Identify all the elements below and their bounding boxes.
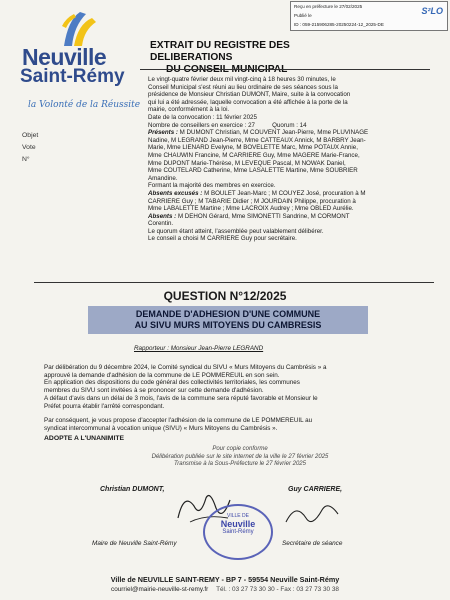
excuses-label: Absents excusés : <box>148 189 203 197</box>
copy-line: Transmise à la Sous-Préfecture le 27 février 2025 <box>174 461 306 467</box>
para1-line: En application des dispositions du code général des collectivités territoriales, les communes <box>44 379 300 387</box>
intro-line: Le vingt-quatre février deux mil vingt-cinq à 18 heures 30 minutes, le <box>148 76 336 83</box>
intro-line: mairie, conformément à la loi. <box>148 106 230 114</box>
absents-line: M DEHON Gérard, Mme SIMONETTI Sandrine, M CORMONT <box>177 212 350 220</box>
header-divider <box>140 69 430 70</box>
intro-line: Date de la convocation : 11 février 2025 <box>148 113 257 121</box>
intro-line: qui lui a été adressée, laquelle convocation a été affichée à la porte de la <box>148 98 348 106</box>
logo-line2: Saint-Rémy <box>20 66 125 87</box>
footer-address: Ville de NEUVILLE SAINT-REMY - BP 7 - 59554 Neuville Saint-Rémy <box>110 575 340 584</box>
rapporteur: Rapporteur : Monsieur Jean-Pierre LEGRAND <box>134 345 264 352</box>
presents-line: Mme DUPONT Marie-Thérèse, M LEVEQUE Pascal, M NOWAK Daniel, <box>148 159 346 167</box>
secretary-text: Le conseil a choisi M CARRIERE Guy pour secrétaire. <box>148 235 297 243</box>
subject-line2: AU SIVU MURS MITOYENS DU CAMBRESIS <box>134 320 322 330</box>
secretary-signature-icon <box>282 496 342 532</box>
stamp-line2: Publié le <box>294 13 312 18</box>
copy-line: Pour copie conforme <box>212 446 268 452</box>
para2-line: syndicat intercommunal à vocation unique (SIVU) « Murs Mitoyens du Cambrésis ». <box>44 424 278 432</box>
intro-line: présidence de Monsieur Christian DUMONT, Maire, suite à la convocation <box>148 91 351 99</box>
question-number: QUESTION N°12/2025 <box>163 289 287 303</box>
presents-label: Présents : <box>148 129 178 137</box>
logo-slogan: la Volonté de la Réussite <box>28 100 141 110</box>
quorum-text: Le quorum étant atteint, l'assemblée peut valablement délibérer. <box>148 227 324 235</box>
excuses-line: CARRIERE Guy ; M TABARIE Didier ; M JOURDAIN Philippe, procuration à <box>148 197 356 205</box>
stamp-brand: S²LO <box>421 6 443 16</box>
footer-email[interactable]: courriel@mairie-neuville-st-remy.fr <box>111 586 209 593</box>
deliberation-text <box>44 364 430 433</box>
majority-text: Formant la majorité des membres en exercice. <box>148 182 276 190</box>
absents-line: Corentin. <box>148 220 174 228</box>
para1-line: membres du SIVU sont invitées à se prononcer sur cette demande d'adhésion. <box>44 387 264 395</box>
seal-main: Neuville <box>220 519 256 529</box>
side-label-vote: Vote <box>22 144 36 151</box>
section-divider <box>34 282 434 283</box>
presents-line: M DUMONT Christian, M COUVENT Jean-Pierre, Mme PLUVINAGE <box>179 129 369 137</box>
excuses-line: M BOULET Jean-Marc ; M COUYEZ José, procuration à M <box>204 189 366 197</box>
seal-top: VILLE DE <box>227 513 249 519</box>
signatory-secretary-name: Guy CARRIERE, <box>288 486 343 493</box>
signatory-mayor-role: Maire de Neuville Saint-Rémy <box>92 540 177 547</box>
title-line1: EXTRAIT DU REGISTRE DES DELIBERATIONS <box>150 40 290 63</box>
absents-label: Absents : <box>148 212 177 220</box>
footer-phone: Tél. : 03 27 73 30 30 - Fax : 03 27 73 30 38 <box>216 586 339 593</box>
title-line2: DU CONSEIL MUNICIPAL <box>166 64 288 75</box>
para2-line: Par conséquent, je vous propose d'accepter l'adhésion de la commune de LE POMMEREUIL au <box>44 417 313 425</box>
adopted-text: ADOPTE A L'UNANIMITE <box>44 435 125 442</box>
para1-line: Par délibération du 9 décembre 2024, le Comité syndical du SIVU « Murs Mitoyens du Cambrésis » a <box>44 364 327 371</box>
intro-line: Nombre de conseillers en exercice : 27 Quorum : 14 <box>148 121 307 129</box>
subject-title-bar <box>88 306 368 334</box>
signatory-mayor-name: Christian DUMONT, <box>100 486 165 493</box>
intro-line: Conseil Municipal s'est réuni au lieu ordinaire de ses séances sous la <box>148 83 339 91</box>
presents-line: Mme COUTELARD Catherine, Mme LASALETTE Martine, Mme SOUBRIER <box>148 167 358 175</box>
presents-line: Mme CHAUWIN Francine, M CARRIERE Guy, Mme MAGERE Marie-France, <box>148 151 360 159</box>
stamp-line1: Reçu en préfecture le 27/02/2025 <box>294 4 363 9</box>
presents-line: Marie, Mme LIENARD Evelyne, M BOVELETTE Marc, Mme POTAUX Annie, <box>148 144 358 152</box>
copy-conforme <box>110 446 370 469</box>
subject-line1: DEMANDE D'ADHESION D'UNE COMMUNE <box>135 309 321 319</box>
copy-line: Délibération publiée sur le site internet de la ville le 27 février 2025 <box>151 453 329 460</box>
signatory-secretary-role: Secrétaire de séance <box>282 540 343 547</box>
logo-line1: Neuville <box>22 44 107 70</box>
para1-line: A défaut d'avis dans un délai de 3 mois, l'avis de la commune sera réputé favorable et Monsieur le <box>44 394 318 402</box>
town-seal <box>203 504 273 560</box>
stamp-line3: ID : 059-215906285-20250224-12_2025-DE <box>294 22 384 27</box>
presents-line: Nadine, M LEGRAND Jean-Pierre, Mme CATTEAUX Annick, M BARBRY Jean- <box>148 136 366 144</box>
logo <box>14 6 141 116</box>
seal-sub: Saint-Rémy <box>222 529 254 535</box>
footer-contact <box>0 586 450 593</box>
page-title <box>150 40 370 76</box>
side-label-objet: Objet <box>22 132 39 139</box>
prefecture-stamp <box>290 1 448 31</box>
para1-line: approuvé la demande d'adhésion de la commune de LE POMMEREUIL en son sein. <box>44 371 280 379</box>
meeting-details <box>148 76 438 243</box>
presents-line: Amandine. <box>148 174 178 182</box>
excuses-line: Mme LABALETTE Martine ; Mme LACROIX Audrey ; Mme OBLED Aurélie. <box>148 205 354 213</box>
para1-line: Préfet pourra établir l'arrêté correspondant. <box>44 402 165 410</box>
side-label-no: N° <box>22 156 30 163</box>
